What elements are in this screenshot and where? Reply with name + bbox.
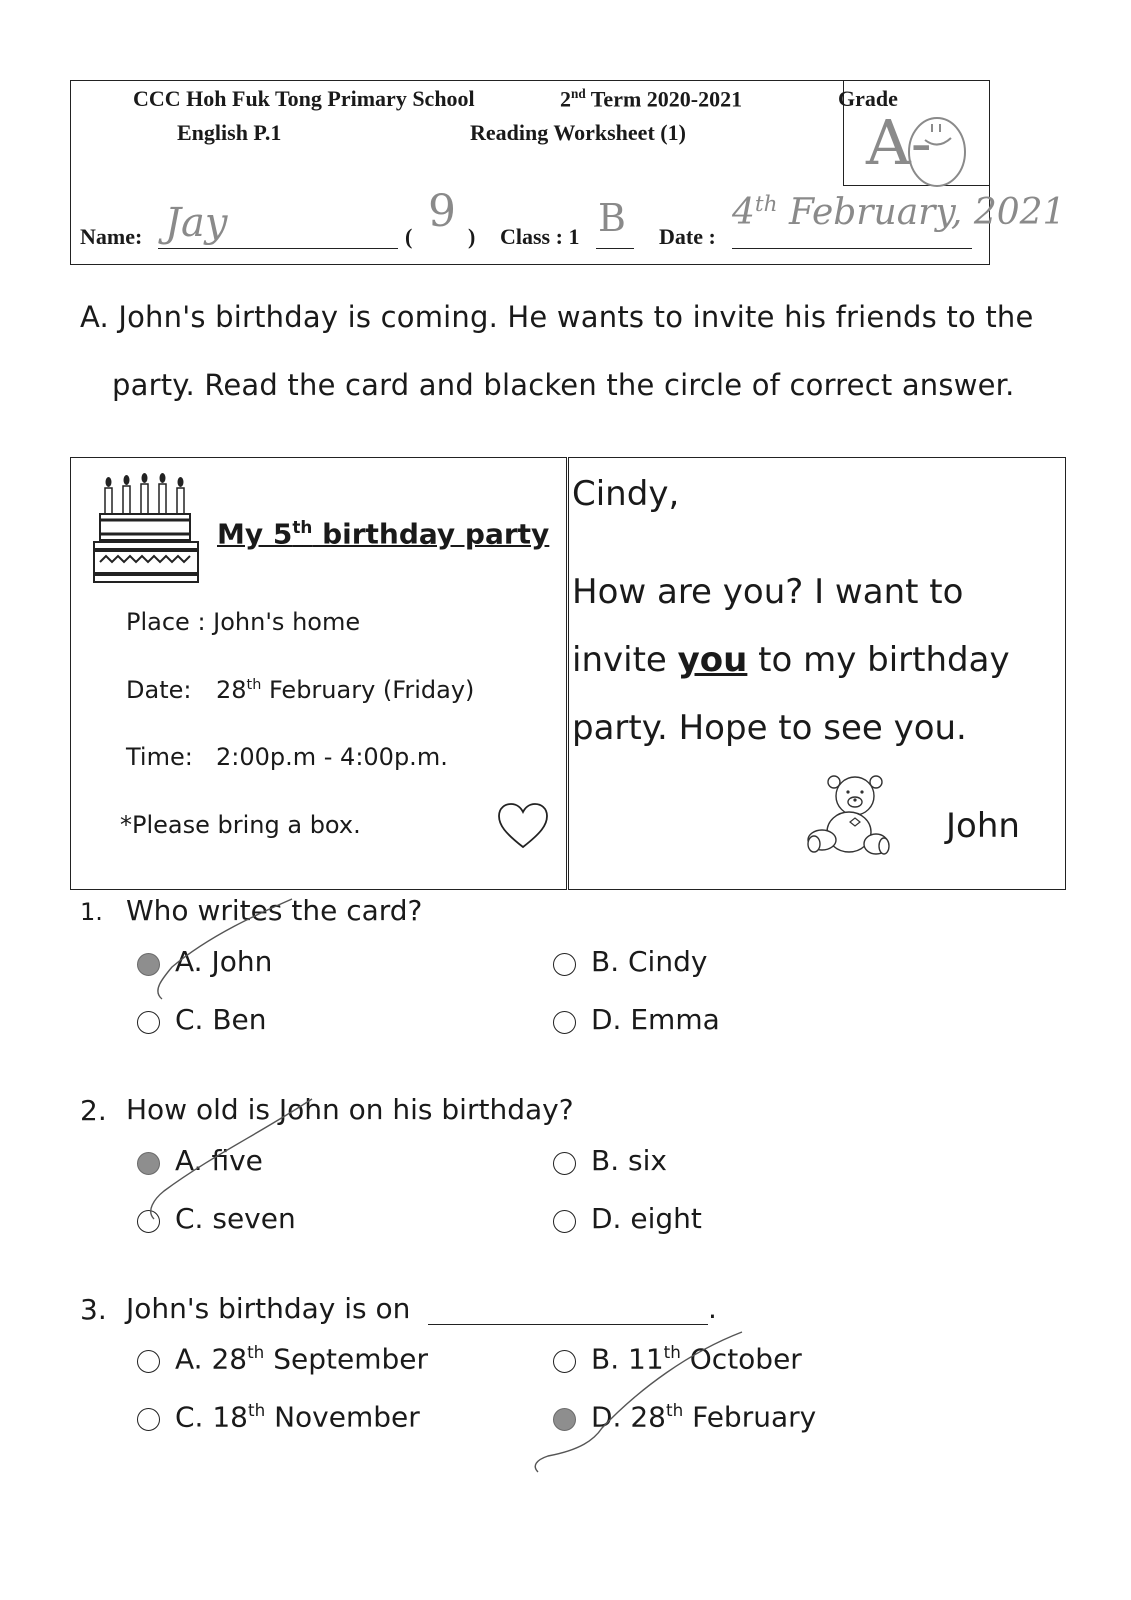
term: 2nd Term 2020-2021	[560, 86, 743, 112]
instruction-line-2: party. Read the card and blacken the circle of correct answer.	[112, 368, 1015, 402]
question-3-end: .	[708, 1292, 717, 1325]
name-value: Jay	[165, 200, 228, 246]
q2-option-a-label: A. five	[175, 1144, 263, 1177]
tick-mark-q1	[150, 895, 300, 1005]
grade-label: Grade	[838, 86, 898, 111]
class-value: B	[598, 196, 626, 240]
card-greeting: Cindy,	[572, 474, 680, 514]
tick-mark-q2	[140, 1095, 320, 1225]
q1-option-b-radio[interactable]	[553, 953, 576, 976]
subject: English P.1	[177, 120, 282, 145]
grade-value: A-	[866, 106, 932, 179]
q3-option-b-label: B. 11th October	[591, 1342, 802, 1376]
date-line	[732, 248, 972, 249]
tick-mark-q3	[530, 1328, 750, 1478]
q3-option-a-label: A. 28th September	[175, 1342, 428, 1376]
question-3-number: 3.	[80, 1293, 107, 1326]
card-time-label: Time:	[126, 743, 193, 771]
name-label: Name:	[80, 224, 143, 249]
q2-option-b-label: B. six	[591, 1144, 667, 1177]
q1-option-c-label: C. Ben	[175, 1003, 267, 1036]
q1-option-d-label: D. Emma	[591, 1003, 720, 1036]
class-line	[596, 248, 634, 249]
number-open: (	[405, 224, 413, 249]
q3-option-d-label: D. 28th February	[591, 1400, 817, 1434]
q2-option-d-label: D. eight	[591, 1202, 702, 1235]
q1-option-d-radio[interactable]	[553, 1011, 576, 1034]
card-note: *Please bring a box.	[120, 811, 361, 839]
card-date-label: Date:	[126, 676, 192, 704]
card-message-line-3: party. Hope to see you.	[572, 708, 967, 748]
q3-option-c-label: C. 18th November	[175, 1400, 420, 1434]
number-close: )	[468, 224, 476, 249]
card-signature: John	[946, 806, 1020, 846]
question-1-number: 1.	[80, 898, 103, 926]
date-value: 4th February, 2021	[732, 192, 1066, 233]
card-title: My 5th birthday party	[217, 517, 550, 551]
question-2-number: 2.	[80, 1094, 107, 1127]
question-3-blank	[428, 1324, 708, 1325]
q3-option-c-radio[interactable]	[137, 1408, 160, 1431]
name-line	[158, 248, 398, 249]
birthday-cake-icon	[92, 470, 202, 590]
number-value: 9	[428, 186, 456, 237]
date-label: Date :	[659, 224, 716, 249]
class-label: Class : 1	[500, 224, 580, 249]
q3-option-a-radio[interactable]	[137, 1350, 160, 1373]
worksheet-title: Reading Worksheet (1)	[470, 120, 686, 145]
question-3-text: John's birthday is on	[126, 1292, 411, 1325]
question-2-text: How old is John on his birthday?	[126, 1093, 574, 1126]
q2-option-d-radio[interactable]	[553, 1210, 576, 1233]
card-message-line-2: invite you to my birthday	[572, 640, 1010, 680]
card-message-line-1: How are you? I want to	[572, 572, 964, 612]
q2-option-c-label: C. seven	[175, 1202, 296, 1235]
teddy-bear-icon	[804, 774, 890, 860]
q2-option-b-radio[interactable]	[553, 1152, 576, 1175]
q1-option-c-radio[interactable]	[137, 1011, 160, 1034]
school-name: CCC Hoh Fuk Tong Primary School	[133, 86, 475, 111]
question-1-text: Who writes the card?	[126, 894, 423, 927]
heart-icon	[497, 803, 549, 851]
q1-option-a-label: A. John	[175, 945, 273, 978]
q1-option-b-label: B. Cindy	[591, 945, 708, 978]
card-date-value: 28th February (Friday)	[216, 676, 475, 704]
card-place: Place : John's home	[126, 608, 361, 636]
smiley-drawing	[905, 110, 975, 190]
instruction-line-1: A. John's birthday is coming. He wants to invite his friends to the	[80, 300, 1034, 334]
card-time-value: 2:00p.m - 4:00p.m.	[216, 743, 448, 771]
